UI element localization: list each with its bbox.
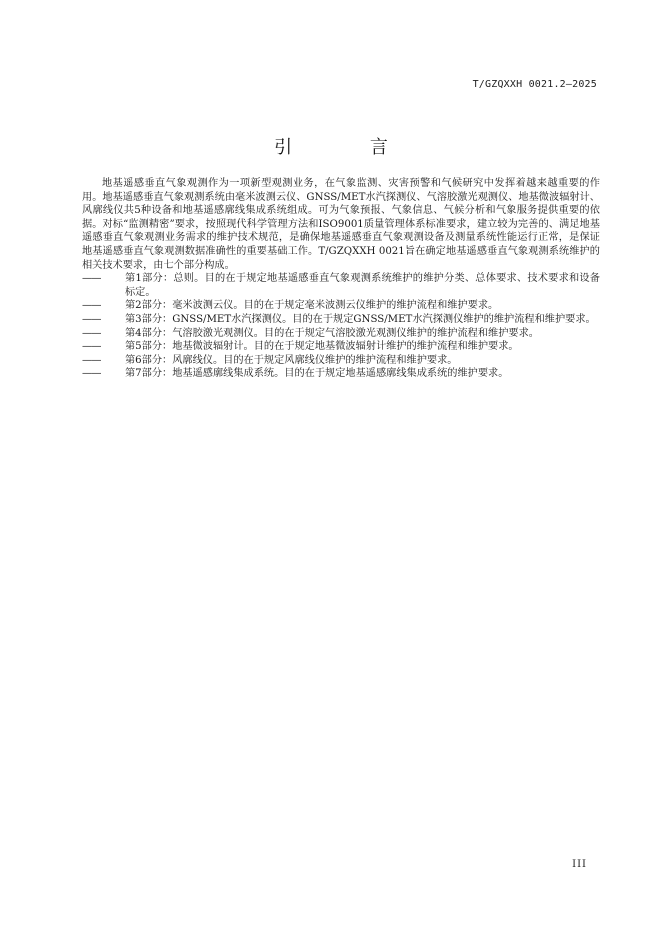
list-item bbox=[82, 367, 600, 381]
part-3-text: 第3部分：GNSS/MET水汽探测仪。目的在于规定GNSS/MET水汽探测仪维护的维护流程和维护要求。 bbox=[125, 313, 596, 325]
part-1-text: 第1部分：总则。目的在于规定地基遥感垂直气象观测系统维护的维护分类、总体要求、技术要求和设备标定。 bbox=[125, 273, 600, 298]
page-title: 引 言 bbox=[274, 137, 424, 158]
list-dash: —— bbox=[82, 313, 101, 325]
list-item bbox=[82, 313, 600, 327]
part-4-text: 第4部分：气溶胶激光观测仪。目的在于规定气溶胶激光观测仪维护的维护流程和维护要求。 bbox=[125, 327, 539, 339]
list-item bbox=[82, 340, 600, 354]
list-item bbox=[82, 327, 600, 341]
list-dash: —— bbox=[82, 327, 101, 339]
list-dash: —— bbox=[82, 273, 101, 285]
page-number: III bbox=[572, 859, 587, 870]
list-item bbox=[82, 272, 600, 299]
list-dash: —— bbox=[82, 300, 101, 312]
list-item bbox=[82, 354, 600, 368]
body-text bbox=[82, 177, 600, 381]
part-2-text: 第2部分：毫米波测云仪。目的在于规定毫米波测云仪维护的维护流程和维护要求。 bbox=[125, 300, 499, 312]
parts-list bbox=[82, 272, 600, 381]
part-7-text: 第7部分：地基遥感廓线集成系统。目的在于规定地基遥感廓线集成系统的维护要求。 bbox=[125, 368, 509, 380]
part-5-text: 第5部分：地基微波辐射计。目的在于规定地基微波辐射计维护的维护流程和维护要求。 bbox=[125, 341, 519, 353]
intro-paragraph: 地基遥感垂直气象观测作为一项新型观测业务，在气象监测、灾害预警和气候研究中发挥着越来越重要的作用。地基遥感垂直气象观测系统由毫米波测云仪、GNSS/MET水汽探测仪、气溶胶激光观测仪、地基微波辐射计、风廓线仪共5种设备和地基遥感廓线集成系统组成。可为气象预报、气象信息、气候分析和气象服务提供重要的依据。对标“监测精密”要求，按照现代科学管理方法和ISO9001质量管理体系标准要求，建立较为完善的、满足地基遥感垂直气象观测业务需求的维护技术规范，是确保地基遥感垂直气象观测设备及测量系统性能运行正常，是保证地基遥感垂直气象观测数据准确性的重要基础工作。T/GZQXXH 0021旨在确定地基遥感垂直气象观测系统维护的相关技术要求，由七个部分构成。 bbox=[82, 178, 600, 271]
document-code: T/GZQXXH 0021.2—2025 bbox=[472, 79, 597, 90]
list-dash: —— bbox=[82, 341, 101, 353]
list-dash: —— bbox=[82, 354, 101, 366]
part-6-text: 第6部分：风廓线仪。目的在于规定风廓线仪维护的维护流程和维护要求。 bbox=[125, 354, 458, 366]
list-dash: —— bbox=[82, 368, 101, 380]
list-item bbox=[82, 299, 600, 313]
